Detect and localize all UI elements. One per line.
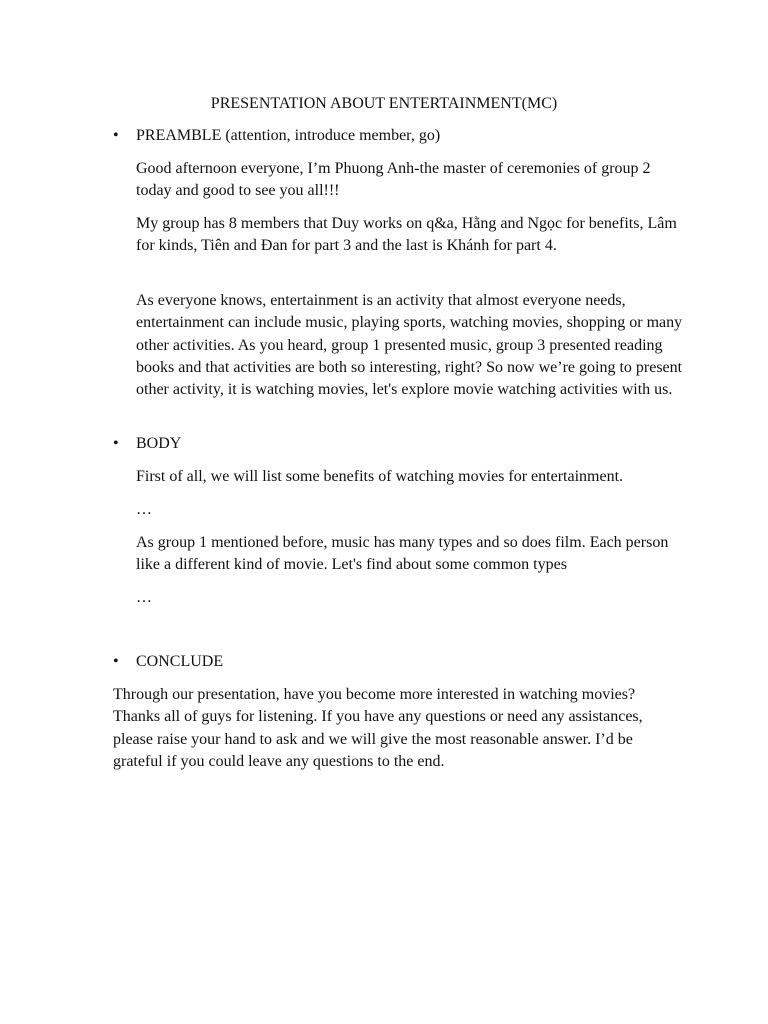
- preamble-paragraph-1: Good afternoon everyone, I’m Phuong Anh-the master of ceremonies of group 2 today and good to see you all!!!: [136, 160, 651, 200]
- preamble-paragraph-3: As everyone knows, entertainment is an activity that almost everyone needs, entertainment can include music, playing sports, watching movies, shopping or many other activities. As you heard, group 1 presented music, group 3 presented reading books and that activities are both so interesting, right? So now we’re going to present other activity, it is watching movies, let's explore movie watching activities with us.: [136, 292, 683, 399]
- bullet-icon: •: [113, 653, 119, 670]
- body-paragraph-2: As group 1 mentioned before, music has many types and so does film. Each person like a different kind of movie. Let's find about some common types: [136, 534, 669, 574]
- bullet-body: [113, 434, 673, 454]
- body-paragraph-1: First of all, we will list some benefits of watching movies for entertainment.: [136, 468, 624, 485]
- conclude-paragraph: Through our presentation, have you become more interested in watching movies? Thanks all of guys for listening. If you have any questions or need any assistances, please raise your hand to ask and we will give the most reasonable answer. I’d be grateful if you could leave any questions to the end.: [113, 686, 643, 770]
- conclude-heading: CONCLUDE: [136, 653, 224, 670]
- bullet-preamble: [113, 126, 673, 146]
- bullet-icon: •: [113, 435, 119, 452]
- body-ellipsis-2: …: [136, 589, 152, 606]
- bullet-conclude: [113, 652, 673, 672]
- bullet-icon: •: [113, 127, 119, 144]
- preamble-paragraph-2: My group has 8 members that Duy works on q&a, Hằng and Ngọc for benefits, Lâm for kinds, Tiên and Đan for part 3 and the last is Khánh for part 4.: [136, 215, 677, 255]
- body-ellipsis-1: …: [136, 501, 152, 518]
- body-heading: BODY: [136, 435, 182, 452]
- document-title: PRESENTATION ABOUT ENTERTAINMENT(MC): [210, 95, 558, 112]
- preamble-heading: PREAMBLE (attention, introduce member, go): [136, 127, 441, 144]
